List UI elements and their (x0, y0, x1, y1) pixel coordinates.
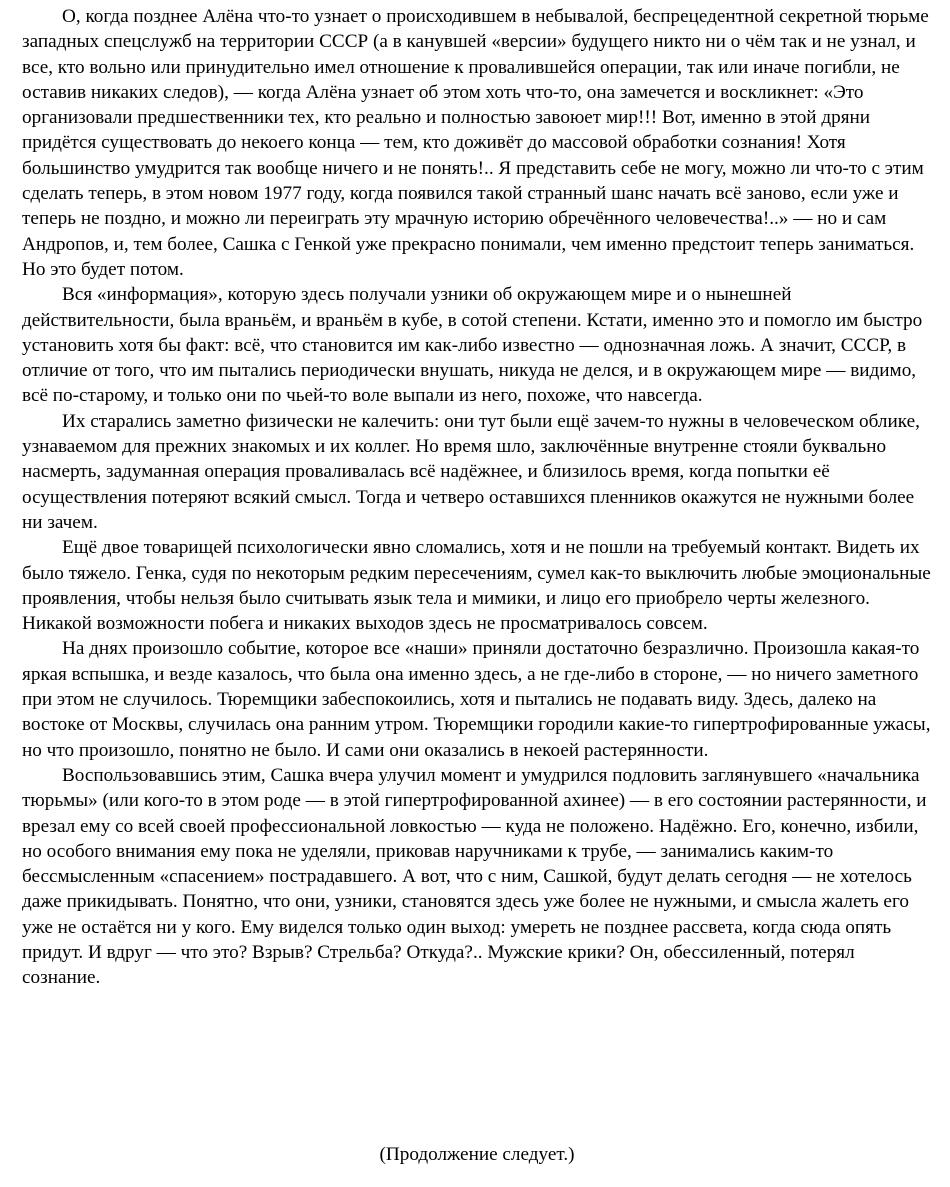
paragraph-5: На днях произошло событие, которое все «наши» приняли достаточно безразлично. Произошла какая-то яркая вспышка, и везде казалось, что была она именно здесь, а не где-либо в стороне, — но ничего заметного при этом не случилось. Тюремщики забеспокоились, хотя и пытались не подавать виду. Здесь, далеко на востоке от Москвы, случилась она ранним утром. Тюремщики городили какие-то гипертрофированные ужасы, но что произошло, понятно не было. И сами они оказались в некоей растерянности. (22, 638, 931, 761)
continuation-note: (Продолжение следует.) (379, 1144, 575, 1165)
document-page (22, 4, 932, 1165)
paragraph-4: Ещё двое товарищей психологически явно сломались, хотя и не пошли на требуемый контакт. Видеть их было тяжело. Генка, судя по некоторым редким пересечениям, сумел как-то выключить любые эмоциональные проявления, чтобы нельзя было считывать язык тела и мимики, и лицо его приобрело черты железного. Никакой возможности побега и никаких выходов здесь не просматривалось совсем. (22, 537, 931, 635)
paragraph-3: Их старались заметно физически не калечить: они тут были ещё зачем-то нужны в человеческом облике, узнаваемом для прежних знакомых и их коллег. Но время шло, заключённые внутренне стояли буквально насмерть, задуманная операция проваливалась всё надёжнее, и близилось время, когда попытки её осуществления потеряют всякий смысл. Тогда и четверо оставшихся пленников окажутся не нужными более ни зачем. (22, 410, 920, 533)
paragraph-2: Вся «информация», которую здесь получали узники об окружающем мире и о нынешней действительности, была враньём, и враньём в кубе, в сотой степени. Кстати, именно это и помогло им быстро установить хотя бы факт: всё, что становится им как-либо известно — однозначная ложь. А значит, СССР, в отличие от того, что им пытались периодически внушать, никуда не делся, и в окружающем мире — видимо, всё по-старому, и только они по чьей-то воле выпали из него, похоже, что навсегда. (22, 284, 923, 407)
paragraph-6: Воспользовавшись этим, Сашка вчера улучил момент и умудрился подловить заглянувшего «начальника тюрьмы» (или кого-то в этом роде — в этой гипертрофированной ахинее) — в его состоянии растерянности, и врезал ему со всей своей профессиональной ловкостью — куда не положено. Надёжно. Его, конечно, избили, но особого внимания ему пока не уделяли, приковав наручниками к трубе, — занимались каким-то бессмысленным «спасением» пострадавшего. А вот, что с ним, Сашкой, будут делать сегодня — не хотелось даже прикидывать. Понятно, что они, узники, становятся здесь уже более не нужными, и смысла жалеть его уже не остаётся ни у кого. Ему виделся только один выход: умереть не позднее рассвета, когда сюда опять придут. И вдруг — что это? Взрыв? Стрельба? Откуда?.. Мужские крики? Он, обессиленный, потерял сознание. (22, 764, 927, 989)
paragraph-1: О, когда позднее Алёна что-то узнает о происходившем в небывалой, беспрецедентной секретной тюрьме западных спецслужб на территории СССР (а в канувшей «версии» будущего никто ни о чём так и не узнал, и все, кто вольно или принудительно имел отношение к провалившейся операции, так или иначе погибли, не оставив никаких следов), — когда Алёна узнает об этом хоть что-то, она замечется и воскликнет: «Это организовали предшественники тех, кто реально и полностью завоюет мир!!! Вот, именно в этой дряни придётся существовать до некоего конца — тем, кто доживёт до массовой обработки сознания! Хотя большинство умудрится так вообще ничего и не понять!.. Я представить себе не могу, можно ли что-то с этим сделать теперь, в этом новом 1977 году, когда появился такой странный шанс начать всё заново, если уже и теперь не поздно, и можно ли переиграть эту мрачную историю обречённого человечества!..» — но и сам Андропов, и, тем более, Сашка с Генкой уже прекрасно понимали, чем именно предстоит теперь заниматься. Но это будет потом. (22, 6, 929, 280)
